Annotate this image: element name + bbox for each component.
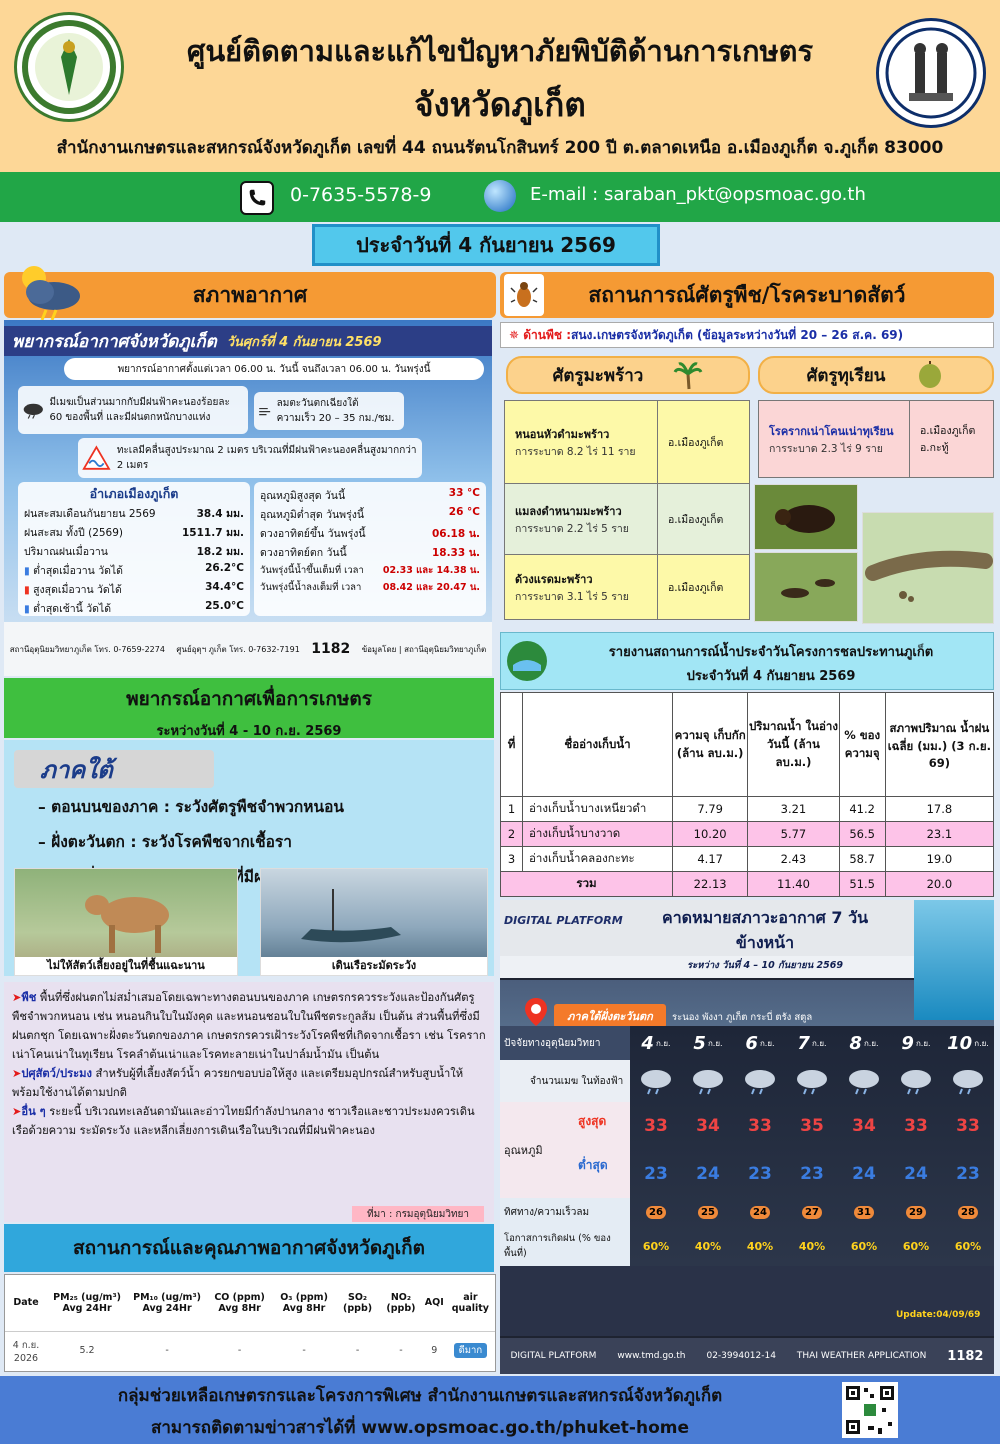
- dam-report-header: [500, 632, 994, 690]
- temp-high: 33: [956, 1116, 980, 1136]
- stat-row: ดวงอาทิตย์ขึ้น วันพรุ่งนี้ 06.18 น.: [260, 528, 480, 540]
- pest-source: ✵ ด้านพืช : สนง.เกษตรจังหวัดภูเก็ต (ข้อมูลระหว่างวันที่ 20 – 26 ส.ค. 69): [500, 322, 994, 348]
- daily-stats: [254, 482, 486, 616]
- tmd-phone: 02-3994012-14: [706, 1351, 776, 1361]
- footer-line-2[interactable]: สามารถติดตามข่าวสารได้ที่ www.opsmoac.go.th/phuket-home: [150, 1418, 689, 1438]
- tab-durian-pests[interactable]: ศัตรูทุเรียน: [758, 356, 994, 394]
- email-address[interactable]: E-mail : saraban_pkt@opsmoac.go.th: [530, 184, 866, 205]
- poster-period: พยากรณ์อากาศตั้งแต่เวลา 06.00 น. วันนี้ จนถึงเวลา 06.00 น. วันพรุ่งนี้: [64, 358, 484, 380]
- temp-high: 33: [904, 1116, 928, 1136]
- wind-speed: 29: [906, 1206, 926, 1219]
- poster-credit: ข้อมูลโดย | สถานีอุตุนิยมวิทยาภูเก็ต: [361, 644, 487, 654]
- forecast-day-column: [687, 1026, 729, 1266]
- ministry-seal-logo: [14, 12, 124, 122]
- weather-poster: [4, 320, 492, 676]
- temp-high: 34: [696, 1116, 720, 1136]
- air-quality-header: สถานการณ์และคุณภาพอากาศจังหวัดภูเก็ต: [4, 1224, 494, 1272]
- thermometer-icon: ▮: [24, 565, 30, 577]
- weather-section-title: สภาพอากาศ: [192, 282, 308, 307]
- forecast-day-label: [895, 1026, 937, 1060]
- province-emblem-icon: [881, 23, 981, 123]
- ministry-emblem-icon: [19, 17, 119, 117]
- station-phone: สถานีอุตุนิยมวิทยาภูเก็ต โทร. 0-7659-2274: [9, 644, 165, 654]
- cloud-rain-icon: [947, 1060, 989, 1102]
- day-number: 6: [745, 1032, 758, 1054]
- rain-chance: 40%: [798, 1239, 826, 1253]
- poster-date: วันศุกร์ที่ 4 กันยายน 2569: [226, 334, 382, 350]
- day-month: ก.ย.: [974, 1038, 989, 1048]
- date-banner: ประจำวันที่ 4 กันยายน 2569: [312, 224, 660, 266]
- center-phone: ศูนย์อุตุฯ ภูเก็ต โทร. 0-7632-7191: [176, 644, 300, 654]
- rain-chance: 40%: [694, 1239, 722, 1253]
- header-title-1: ศูนย์ติดตามและแก้ไขปัญหาภัยพิบัติด้านการเกษตร: [186, 34, 814, 68]
- cloud-rain-icon: [739, 1060, 781, 1102]
- agri-forecast-body: [4, 740, 494, 976]
- table-row: 4 ก.ย. 2026 5.2 - - - - - 9 ดีมาก: [5, 1331, 495, 1370]
- wave-text: ทะเลมีคลื่นสูงประมาณ 2 เมตร บริเวณที่มีฝนฟ้าคะนองคลื่นสูงมากกว่า 2 เมตร: [116, 445, 417, 471]
- durian-icon: [915, 360, 945, 390]
- cloud-rain-icon: [843, 1060, 885, 1102]
- stat-row: ▮ สูงสุดเมื่อวาน วัดได้ 34.4°C: [24, 581, 244, 596]
- cloud-text: มีเมฆเป็นส่วนมากกับมีฝนฟ้าคะนองร้อยละ 60 ของพื้นที่ และมีฝนตกหนักบางแห่ง: [49, 397, 230, 423]
- stat-row: อุณหภูมิสูงสุด วันนี้ 33 °C: [260, 487, 480, 502]
- header: [0, 0, 1000, 172]
- temp-high: 34: [852, 1116, 876, 1136]
- stat-row: ฝนสะสมเดือนกันยายน 2569 38.4 มม.: [24, 508, 244, 520]
- forecast-range: ระหว่าง วันที่ 4 – 10 กันยายน 2569: [687, 960, 843, 971]
- palm-tree-icon: [673, 360, 703, 390]
- contact-bar: [0, 172, 1000, 222]
- list-item: – ฝั่งตะวันตก : ระวังโรคพืชจากเชื้อรา: [38, 833, 292, 851]
- advice-other: ➤อื่น ๆ ระยะนี้ บริเวณทะเลอันดามันและอ่าวไทยมีกำลังปานกลาง ชาวเรือและชาวประมงควรเดินเรือด้วยความ ระมัดระวัง และหลีกเลี่ยงการเดินเรือในบริเวณที่มีฝนฟ้าคะนอง: [12, 1105, 475, 1137]
- temp-low: 23: [644, 1164, 668, 1184]
- district-stats: [18, 482, 250, 616]
- rain-chance: 60%: [902, 1239, 930, 1253]
- location-pin-icon: [520, 996, 552, 1028]
- seven-day-forecast: [500, 900, 994, 1374]
- table-header-row: ที่ ชื่ออ่างเก็บน้ำ ความจุ เก็บกัก (ล้าน ลบ.ม.) ปริมาณน้ำ ในอ่างวันนี้ (ล้าน ลบ.ม.) % ของ ความจุ สภาพปริมาณ น้ำฝนเฉลี่ย (มม.) (3 ก.ย. 69): [501, 693, 994, 797]
- rain-chance: 60%: [850, 1239, 878, 1253]
- cloud-label: จำนวนเมฆ ในท้องฟ้า: [500, 1060, 630, 1102]
- table-row: 1 อ่างเก็บน้ำบางเหนียวดำ 7.79 3.21 41.2 17.8: [501, 797, 994, 822]
- cloud-rain-icon: [10, 262, 90, 322]
- forecast-day-label: [791, 1026, 833, 1060]
- wind-speed: 26: [646, 1206, 666, 1219]
- phone-number[interactable]: 0-7635-5578-9: [290, 184, 432, 206]
- agri-forecast-title: พยากรณ์อากาศเพื่อการเกษตร: [126, 688, 372, 710]
- temp-high: 33: [748, 1116, 772, 1136]
- poster-title-bar: [4, 326, 492, 356]
- forecast-title: คาดหมายสภาวะอากาศ 7 วัน ข้างหน้า: [661, 908, 869, 952]
- dam-table: [500, 692, 994, 896]
- high-label: สูงสุด: [578, 1114, 607, 1128]
- cow-photo: [14, 868, 238, 976]
- wind-label: ทิศทาง/ความเร็วลม: [500, 1198, 630, 1226]
- day-number: 4: [641, 1032, 654, 1054]
- pest-row-3-district: อ.เมืองภูเก็ต: [657, 554, 750, 620]
- temp-high: 35: [800, 1116, 824, 1136]
- district-name: อำเภอเมืองภูเก็ต: [89, 486, 179, 501]
- day-number: 7: [797, 1032, 810, 1054]
- day-month: ก.ย.: [707, 1038, 723, 1048]
- day-month: ก.ย.: [655, 1038, 671, 1048]
- low-label: ต่ำสุด: [578, 1158, 608, 1172]
- rain-label: โอกาสการเกิดฝน (% ของพื้นที่): [500, 1226, 630, 1266]
- forecast-footer-brand: DIGITAL PLATFORM: [510, 1351, 597, 1361]
- day-month: ก.ย.: [863, 1038, 879, 1048]
- wind-text: ลมตะวันตกเฉียงใต้ ความเร็ว 20 – 35 กม./ชม.: [276, 398, 395, 424]
- cloud-rain-icon: [687, 1060, 729, 1102]
- poster-footer: [4, 622, 492, 676]
- wind-speed: 24: [750, 1206, 770, 1219]
- beetle-photo: [754, 484, 858, 550]
- temp-low: 23: [748, 1164, 772, 1184]
- forecast-footer: [500, 1338, 994, 1374]
- leaf-beetle-photo: [754, 552, 858, 622]
- pest-row-1-name: หนอนหัวดำมะพร้าว การระบาด 8.2 ไร่ 11 ราย: [504, 400, 658, 484]
- day-month: ก.ย.: [915, 1038, 931, 1048]
- cloud-info: [18, 386, 248, 434]
- day-number: 9: [901, 1032, 914, 1054]
- pest-section-header: [500, 272, 994, 318]
- wind-speed: 28: [958, 1206, 978, 1219]
- wave-info: [78, 438, 422, 478]
- wind-speed: 25: [698, 1206, 718, 1219]
- wind-icon: [258, 402, 273, 420]
- province-seal-logo: [876, 18, 986, 128]
- agri-forecast-period: ระหว่างวันที่ 4 - 10 ก.ย. 2569: [156, 724, 342, 739]
- pest-section-title: สถานการณ์ศัตรูพืช/โรคระบาดสัตว์: [588, 282, 906, 307]
- table-row: 3 อ่างเก็บน้ำคลองกะทะ 4.17 2.43 58.7 19.0: [501, 847, 994, 872]
- day-month: ก.ย.: [811, 1038, 827, 1048]
- stat-row: วันพรุ่งนี้น้ำขึ้นเต็มที่ เวลา 02.33 และ 14.38 น.: [260, 565, 480, 576]
- pest-row-2-name: แมลงดำหนามมะพร้าว การระบาด 2.2 ไร่ 5 ราย: [504, 483, 658, 555]
- pest-row-2-district: อ.เมืองภูเก็ต: [657, 483, 750, 555]
- rain-chance: 40%: [746, 1239, 774, 1253]
- tmd-website[interactable]: www.tmd.go.th: [617, 1351, 686, 1361]
- day-number: 10: [947, 1032, 973, 1054]
- temp-low: 24: [696, 1164, 720, 1184]
- forecast-provinces: ระนอง พังงา ภูเก็ต กระบี่ ตรัง สตูล: [672, 1012, 813, 1023]
- air-quality-table: [4, 1274, 496, 1372]
- stat-row: วันพรุ่งนี้น้ำลงเต็มที่ เวลา 08.42 และ 20.47 น.: [260, 582, 480, 593]
- caterpillar-photo: [862, 512, 994, 624]
- air-quality-badge: ดีมาก: [454, 1343, 488, 1358]
- dam-report-date: ประจำวันที่ 4 กันยายน 2569: [686, 669, 856, 684]
- cloud-rain-icon: [895, 1060, 937, 1102]
- stat-row: ▮ ต่ำสุดเช้านี้ วัดได้ 25.0°C: [24, 600, 244, 615]
- forecast-day-column: [895, 1026, 937, 1266]
- cloud-rain-icon: [635, 1060, 677, 1102]
- forecast-day-column: [635, 1026, 677, 1266]
- region-label: ภาคใต้: [14, 750, 214, 788]
- storm-cloud-icon: [22, 395, 43, 425]
- bug-icon: [504, 274, 544, 316]
- forecast-region: ภาคใต้ฝั่งตะวันตก: [554, 1004, 666, 1028]
- factor-label: ปัจจัยทางอุตุนิยมวิทยา: [500, 1026, 630, 1060]
- wind-info: [254, 392, 404, 430]
- boat-photo: [260, 868, 488, 976]
- forecast-legend: [500, 1266, 994, 1336]
- cloud-rain-icon: [791, 1060, 833, 1102]
- durian-pest-districts: อ.เมืองภูเก็ต อ.กะทู้: [909, 400, 994, 478]
- temp-high: 33: [644, 1116, 668, 1136]
- advice-livestock: ➤ปศุสัตว์/ประมง สำหรับผู้ที่เลี้ยงสัตว์น้ำ ควรยกขอบบ่อให้สูง และเตรียมอุปกรณ์สำหรับสูบน้ำให้พร้อมใช้งานได้ตามปกติ: [12, 1067, 464, 1099]
- irrigation-logo-icon: [505, 639, 549, 683]
- wave-warning-icon: [82, 444, 111, 472]
- temp-low: 23: [800, 1164, 824, 1184]
- table-header-row: Date PM₂₅ (ug/m³) Avg 24Hr PM₁₀ (ug/m³) Avg 24Hr CO (ppm) Avg 8Hr O₃ (ppm) Avg 8Hr SO₂ (ppb) NO₂ (ppb) AQI air quality: [5, 1275, 495, 1331]
- dam-report-title: รายงานสถานการณ์น้ำประจำวันโครงการชลประทานภูเก็ต: [608, 645, 934, 660]
- forecast-day-column: [791, 1026, 833, 1266]
- list-item: – ตอนบนของภาค : ระวังศัตรูพืชจำพวกหนอน: [38, 798, 345, 816]
- hotline: 1182: [311, 641, 351, 657]
- pest-row-3-name: ด้วงแรดมะพร้าว การระบาด 3.1 ไร่ 5 ราย: [504, 554, 658, 620]
- stat-row: ฝนสะสม ทั้งปี (2569) 1511.7 มม.: [24, 527, 244, 539]
- tmd-hotline: 1182: [947, 1348, 984, 1364]
- forecast-day-label: [635, 1026, 677, 1060]
- forecast-day-label: [687, 1026, 729, 1060]
- cow-photo-caption: ไม่ให้สัตว์เลี้ยงอยู่ในที่ชื้นแฉะนาน: [15, 957, 237, 975]
- advice-text: [4, 982, 494, 1222]
- header-title-2: จังหวัดภูเก็ต: [414, 85, 586, 124]
- rain-chance: 60%: [642, 1239, 670, 1253]
- footer-line-1: กลุ่มช่วยเหลือเกษตรกรและโครงการพิเศษ สำนักงานเกษตรและสหกรณ์จังหวัดภูเก็ต: [117, 1386, 723, 1406]
- temp-low: 24: [852, 1164, 876, 1184]
- qr-code-icon[interactable]: [842, 1382, 898, 1438]
- wind-speed: 31: [854, 1206, 874, 1219]
- durian-pest-name: โรครากเน่าโคนเน่าทุเรียน การระบาด 2.3 ไร่ 9 ราย: [758, 400, 910, 478]
- forecast-day-label: [947, 1026, 989, 1060]
- beach-photo: [914, 900, 994, 1020]
- header-address: สำนักงานเกษตรและสหกรณ์จังหวัดภูเก็ต เลขที่ 44 ถนนรัตนโกสินทร์ 200 ปี ต.ตลาดเหนือ อ.เมืองภูเก็ต จ.ภูเก็ต 83000: [56, 138, 944, 158]
- stat-row: อุณหภูมิต่ำสุด วันพรุ่งนี้ 26 °C: [260, 506, 480, 521]
- tab-coconut-pests[interactable]: ศัตรูมะพร้าว: [506, 356, 750, 394]
- poster-title: พยากรณ์อากาศจังหวัดภูเก็ต: [12, 331, 217, 352]
- source-note: ที่มา : กรมอุตุนิยมวิทยา: [352, 1206, 484, 1222]
- stat-row: ▮ ต่ำสุดเมื่อวาน วัดได้ 26.2°C: [24, 562, 244, 577]
- rain-chance: 60%: [954, 1239, 982, 1253]
- day-number: 5: [693, 1032, 706, 1054]
- temp-low: 24: [904, 1164, 928, 1184]
- weather-app: THAI WEATHER APPLICATION: [796, 1351, 927, 1361]
- stat-row: ดวงอาทิตย์ตก วันนี้ 18.33 น.: [260, 547, 480, 559]
- boat-photo-caption: เดินเรือระมัดระวัง: [261, 957, 487, 975]
- forecast-day-column: [843, 1026, 885, 1266]
- forecast-brand: DIGITAL PLATFORM: [504, 914, 623, 927]
- globe-icon: [484, 180, 516, 212]
- pest-row-1-district: อ.เมืองภูเก็ต: [657, 400, 750, 484]
- forecast-day-label: [843, 1026, 885, 1060]
- temp-low: 23: [956, 1164, 980, 1184]
- forecast-day-label: [739, 1026, 781, 1060]
- temp-label: อุณหภูมิ: [500, 1102, 630, 1198]
- advice-plants: ➤พืช พื้นที่ซึ่งฝนตกไม่สม่ำเสมอโดยเฉพาะทางตอนบนของภาค เกษตรกรควรระวังและป้องกันศัตรูพืชจำพวกหนอน เช่น หนอนกินใบในมังคุด และหนอนชอนใบในพืชตระกูลส้ม เป็นต้น ส่วนพื้นที่ซึ่งมีฝนตกชุก โดยเฉพาะฝั่งตะวันตกของภาค เกษตรกรควรเฝ้าระวังโรคพืชที่เกิดจากเชื้อรา เช่น โรครากเน่าโคนเน่าในทุเรียน โรคลำต้นเน่าและโรคทะลายเน่าในปาล์มน้ำมัน เป็นต้น: [12, 991, 486, 1061]
- day-month: ก.ย.: [759, 1038, 775, 1048]
- forecast-update: Update:04/09/69: [896, 1310, 981, 1320]
- phone-icon: [240, 181, 274, 215]
- agri-forecast-header: [4, 678, 494, 738]
- forecast-day-column: [947, 1026, 989, 1266]
- thermometer-icon: ▮: [24, 603, 30, 615]
- table-row: 2 อ่างเก็บน้ำบางวาด 10.20 5.77 56.5 23.1: [501, 822, 994, 847]
- thermometer-icon: ▮: [24, 584, 30, 596]
- wind-speed: 27: [802, 1206, 822, 1219]
- table-total-row: รวม 22.13 11.40 51.5 20.0: [501, 872, 994, 897]
- day-number: 8: [849, 1032, 862, 1054]
- stat-row: ปริมาณฝนเมื่อวาน 18.2 มม.: [24, 546, 244, 558]
- forecast-day-column: [739, 1026, 781, 1266]
